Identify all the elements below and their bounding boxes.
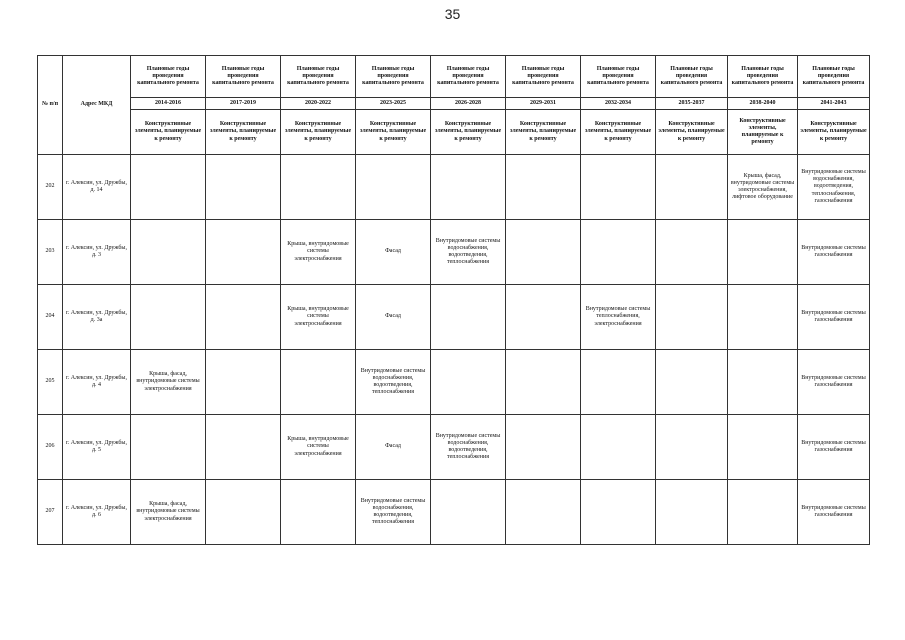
table-row xyxy=(38,480,870,545)
row-cell xyxy=(506,220,581,285)
row-cell xyxy=(431,285,506,350)
row-cell: Фасад xyxy=(356,220,431,285)
period-header: Плановые годы проведения капитального ремонта xyxy=(581,56,656,98)
period-years: 2017-2019 xyxy=(206,98,281,110)
table-body xyxy=(38,155,870,545)
period-years: 2014-2016 xyxy=(131,98,206,110)
period-years: 2032-2034 xyxy=(581,98,656,110)
row-cell xyxy=(431,350,506,415)
period-subheader: Конструктивные элементы, планируемые к ремонту xyxy=(131,110,206,155)
period-years: 2020-2022 xyxy=(281,98,356,110)
row-cell xyxy=(506,285,581,350)
period-header: Плановые годы проведения капитального ремонта xyxy=(506,56,581,98)
table-row xyxy=(38,220,870,285)
period-years: 2038-2040 xyxy=(728,98,798,110)
header-row-elements xyxy=(38,110,870,155)
row-cell: Внутридомовые системы водоснабжения, водоотведения, теплоснабжения xyxy=(356,480,431,545)
row-cell xyxy=(506,155,581,220)
period-years: 2041-2043 xyxy=(798,98,870,110)
row-cell xyxy=(656,155,728,220)
row-address: г. Алексин, ул. Дружбы, д. 4 xyxy=(63,350,131,415)
row-cell xyxy=(581,415,656,480)
row-address: г. Алексин, ул. Дружбы, д. 3 xyxy=(63,220,131,285)
row-address: г. Алексин, ул. Дружбы, д. 6 xyxy=(63,480,131,545)
row-cell: Крыша, фасад, внутридомовые системы электроснабжения xyxy=(131,350,206,415)
period-header: Плановые годы проведения капитального ремонта xyxy=(281,56,356,98)
page-number: 35 xyxy=(444,6,461,22)
period-subheader: Конструктивные элементы, планируемые к ремонту xyxy=(581,110,656,155)
num-header: № п/п xyxy=(38,56,63,155)
row-cell: Крыша, фасад, внутридомовые системы электроснабжения xyxy=(131,480,206,545)
row-cell: Фасад xyxy=(356,415,431,480)
table-row xyxy=(38,350,870,415)
row-cell xyxy=(656,480,728,545)
row-cell xyxy=(728,480,798,545)
period-years: 2023-2025 xyxy=(356,98,431,110)
row-number: 205 xyxy=(38,350,63,415)
row-cell xyxy=(506,415,581,480)
period-subheader: Конструктивные элементы, планируемые к ремонту xyxy=(356,110,431,155)
period-header: Плановые годы проведения капитального ремонта xyxy=(131,56,206,98)
table-row xyxy=(38,155,870,220)
row-cell: Крыша, внутридомовые системы электроснабжения xyxy=(281,220,356,285)
row-number: 204 xyxy=(38,285,63,350)
row-cell xyxy=(431,480,506,545)
period-subheader: Конструктивные элементы, планируемые к ремонту xyxy=(506,110,581,155)
period-subheader: Конструктивные элементы, планируемые к ремонту xyxy=(281,110,356,155)
row-cell: Внутридомовые системы газоснабжения xyxy=(798,220,870,285)
row-cell xyxy=(356,155,431,220)
row-number: 203 xyxy=(38,220,63,285)
row-cell xyxy=(131,415,206,480)
row-number: 207 xyxy=(38,480,63,545)
row-cell xyxy=(206,155,281,220)
addr-header: Адрес МКД xyxy=(63,56,131,155)
row-address: г. Алексин, ул. Дружбы, д. 5 xyxy=(63,415,131,480)
row-cell xyxy=(656,350,728,415)
period-header: Плановые годы проведения капитального ремонта xyxy=(431,56,506,98)
row-cell xyxy=(206,220,281,285)
row-cell xyxy=(581,350,656,415)
row-cell xyxy=(131,285,206,350)
row-cell xyxy=(131,155,206,220)
row-cell: Внутридомовые системы газоснабжения xyxy=(798,480,870,545)
repair-schedule-table xyxy=(37,55,870,545)
row-address: г. Алексин, ул. Дружбы, д. 14 xyxy=(63,155,131,220)
row-cell xyxy=(506,350,581,415)
row-address: г. Алексин, ул. Дружбы, д. 3а xyxy=(63,285,131,350)
table-row xyxy=(38,285,870,350)
row-cell xyxy=(206,285,281,350)
row-cell xyxy=(728,415,798,480)
period-years: 2035-2037 xyxy=(656,98,728,110)
row-cell: Внутридомовые системы газоснабжения xyxy=(798,415,870,480)
row-cell: Крыша, внутридомовые системы электроснабжения xyxy=(281,415,356,480)
row-cell xyxy=(581,480,656,545)
row-cell: Внутридомовые системы теплоснабжения, электроснабжения xyxy=(581,285,656,350)
row-cell xyxy=(728,220,798,285)
period-header: Плановые годы проведения капитального ремонта xyxy=(798,56,870,98)
row-cell xyxy=(656,220,728,285)
row-cell: Крыша, фасад, внутридомовые системы электроснабжения, лифтовое оборудование xyxy=(728,155,798,220)
row-cell xyxy=(506,480,581,545)
row-cell: Внутридомовые системы водоснабжения, водоотведения, теплоснабжения xyxy=(431,220,506,285)
row-cell xyxy=(728,285,798,350)
row-cell xyxy=(581,155,656,220)
period-years: 2026-2028 xyxy=(431,98,506,110)
table-row xyxy=(38,415,870,480)
row-cell xyxy=(656,285,728,350)
row-cell xyxy=(581,220,656,285)
row-cell xyxy=(206,480,281,545)
row-cell xyxy=(728,350,798,415)
row-cell: Крыша, внутридомовые системы электроснабжения xyxy=(281,285,356,350)
period-header: Плановые годы проведения капитального ремонта xyxy=(728,56,798,98)
period-subheader: Конструктивные элементы, планируемые к ремонту xyxy=(656,110,728,155)
row-cell xyxy=(656,415,728,480)
row-cell xyxy=(206,350,281,415)
period-header: Плановые годы проведения капитального ремонта xyxy=(356,56,431,98)
row-cell: Внутридомовые системы водоснабжения, водоотведения, теплоснабжения, газоснабжения xyxy=(798,155,870,220)
period-subheader: Конструктивные элементы, планируемые к ремонту xyxy=(798,110,870,155)
period-header: Плановые годы проведения капитального ремонта xyxy=(656,56,728,98)
row-number: 206 xyxy=(38,415,63,480)
period-subheader: Конструктивные элементы, планируемые к ремонту xyxy=(206,110,281,155)
row-cell xyxy=(281,155,356,220)
header-row-years xyxy=(38,98,870,110)
row-cell xyxy=(281,350,356,415)
row-cell: Внутридомовые системы водоснабжения, водоотведения, теплоснабжения xyxy=(431,415,506,480)
header-row-titles xyxy=(38,56,870,98)
row-cell: Внутридомовые системы газоснабжения xyxy=(798,285,870,350)
period-years: 2029-2031 xyxy=(506,98,581,110)
row-cell xyxy=(431,155,506,220)
row-cell: Фасад xyxy=(356,285,431,350)
period-subheader: Конструктивные элементы, планируемые к ремонту xyxy=(431,110,506,155)
row-cell xyxy=(281,480,356,545)
row-cell xyxy=(206,415,281,480)
period-header: Плановые годы проведения капитального ремонта xyxy=(206,56,281,98)
table-header xyxy=(38,56,870,155)
row-number: 202 xyxy=(38,155,63,220)
period-subheader: Конструктивные элементы, планируемые к ремонту xyxy=(728,110,798,155)
row-cell xyxy=(131,220,206,285)
row-cell: Внутридомовые системы водоснабжения, водоотведения, теплоснабжения xyxy=(356,350,431,415)
row-cell: Внутридомовые системы газоснабжения xyxy=(798,350,870,415)
